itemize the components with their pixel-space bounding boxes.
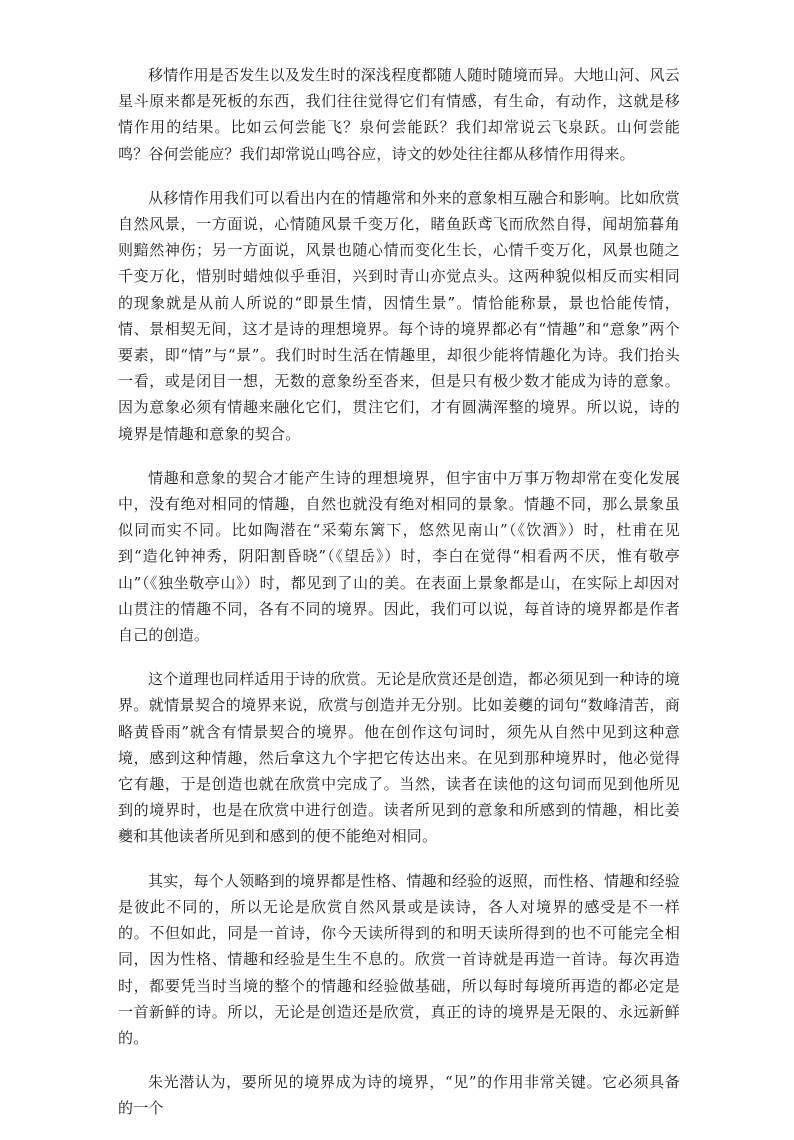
paragraph-6: 朱光潜认为，要所见的境界成为诗的境界，“见”的作用非常关键。它必须具备的一个 — [118, 1073, 680, 1118]
paragraph-3: 情趣和意象的契合才能产生诗的理想境界，但宇宙中万事万物却常在变化发展中，没有绝对相同的情趣，自然也就没有绝对相同的景象。情趣不同，那么景象虽似同而实不同。比如陶潜在“采菊东篱下，悠然见南山”（《饮酒》）时，杜甫在见到“造化钟神秀，阴阳割昏晓”（《望岳》）时，李白在觉得“相看两不厌，惟有敬亭山”（《独坐敬亭山》）时，都见到了山的美。在表面上景象都是山，在实际上却因对山贯注的情趣不同，各有不同的境界。因此，我们可以说，每首诗的境界都是作者自己的创造。 — [118, 468, 680, 645]
paragraph-4: 这个道理也同样适用于诗的欣赏。无论是欣赏还是创造，都必须见到一种诗的境界。就情景契合的境界来说，欣赏与创造并无分别。比如姜夔的词句“数峰清苦，商略黄昏雨”就含有情景契合的境界。他在创作这句词时，须先从自然中见到这种意境，感到这种情趣，然后拿这九个字把它传达出来。在见到那种境界时，他必觉得它有趣，于是创造也就在欣赏中完成了。当然，读者在读他的这句词而见到他所见到的境界时，也是在欣赏中进行创造。读者所见到的意象和所感到的情趣，相比姜夔和其他读者所见到和感到的便不能绝对相同。 — [118, 670, 681, 846]
paragraph-2: 从移情作用我们可以看出内在的情趣常和外来的意象相互融合和影响。比如欣赏自然风景，一方面说，心情随风景千变万化，睹鱼跃鸢飞而欣然自得，闻胡笳暮角则黯然神伤；另一方面说，风景也随心情而变化生长，心情千变万化，风景也随之千变万化，惜别时蜡烛似乎垂泪，兴到时青山亦觉点头。这两种貌似相反而实相同的现象就是从前人所说的“即景生情，因情生景”。情恰能称景，景也恰能传情，情、景相契无间，这才是诗的理想境界。每个诗的境界都必有“情趣”和“意象”两个要素，即“情”与“景”。我们时时生活在情趣里，却很少能将情趣化为诗。我们抬头一看，或是闭目一想，无数的意象纷至沓来，但是只有极少数才能成为诗的意象。因为意象必须有情趣来融化它们，贯注它们，才有圆满浑整的境界。所以说，诗的境界是情趣和意象的契合。 — [118, 188, 681, 443]
paragraph-1: 移情作用是否发生以及发生时的深浅程度都随人随时随境而异。大地山河、风云星斗原来都是死板的东西，我们往往觉得它们有情感，有生命，有动作，这就是移情作用的结果。比如云何尝能飞？泉何尝能跃？我们却常说云飞泉跃。山何尝能鸣？谷何尝能应？我们却常说山鸣谷应，诗文的妙处往往都从移情作用得来。 — [118, 66, 681, 163]
paragraph-5: 其实，每个人领略到的境界都是性格、情趣和经验的返照，而性格、情趣和经验是彼此不同的，所以无论是欣赏自然风景或是读诗，各人对境界的感受是不一样的。不但如此，同是一首诗，你今天读所得到的和明天读所得到的也不可能完全相同，因为性格、情趣和经验是生生不息的。欣赏一首诗就是再造一首诗。每次再造时，都要凭当时当境的整个的情趣和经验做基础，所以每时每境所再造的都必定是一首新鲜的诗。所以，无论是创造还是欣赏，真正的诗的境界是无限的、永远新鲜的。 — [118, 871, 681, 1047]
article-body — [118, 62, 680, 1140]
